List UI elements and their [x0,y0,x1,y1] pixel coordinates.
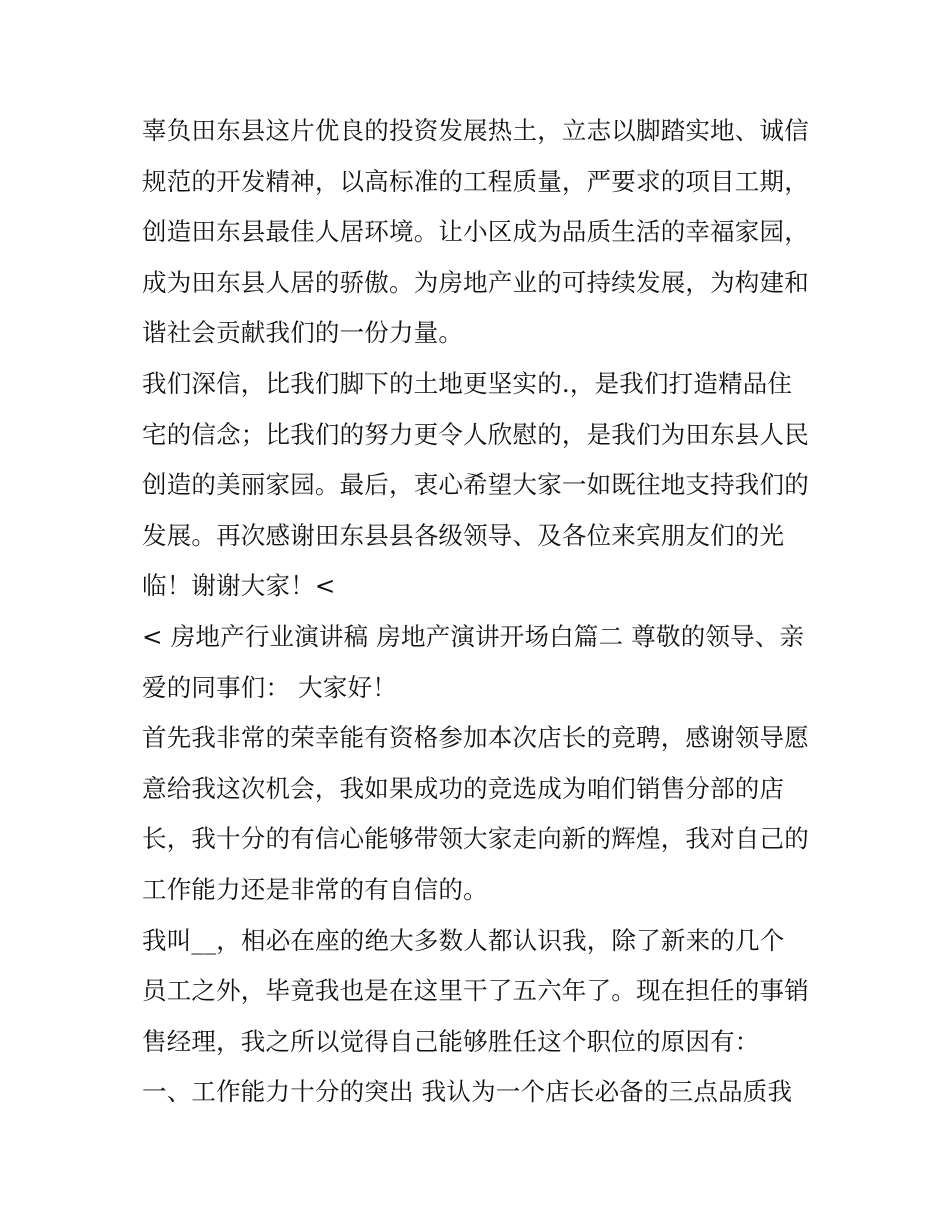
document-body [142,106,822,1118]
text-line: 临！谢谢大家！< [142,571,336,601]
text-line: < 房地产行业演讲稿 房地产演讲开场白篇二 尊敬的领导、亲 [142,621,805,651]
text-line: 创造的美丽家园。最后，衷心希望大家一如既往地支持我们的 [142,470,809,500]
text-line: 一、工作能力十分的突出 我认为一个店长必备的三点品质我 [142,1077,793,1107]
text-line: 售经理，我之所以觉得自己能够胜任这个职位的原因有： [142,1026,760,1056]
text-line: 工作能力还是非常的有自信的。 [142,874,488,904]
text-line: 创造田东县最佳人居环境。让小区成为品质生活的幸福家园， [142,217,809,247]
text-line: 辜负田东县这片优良的投资发展热土，立志以脚踏实地、诚信 [142,116,809,145]
text-line: 规范的开发精神，以高标准的工程质量，严要求的项目工期， [142,166,809,196]
text-line: 成为田东县人居的骄傲。为房地产业的可持续发展，为构建和 [142,267,809,297]
text-line: 员工之外，毕竟我也是在这里干了五六年了。现在担任的事销 [142,976,809,1006]
text-line: 我们深信，比我们脚下的土地更坚实的.，是我们打造精品住 [142,368,793,398]
text-line: 长，我十分的有信心能够带领大家走向新的辉煌，我对自己的 [142,824,809,854]
text-line: 意给我这次机会，我如果成功的竞选成为咱们销售分部的店 [142,773,785,803]
text-line: 谐社会贡献我们的一份力量。 [142,318,464,348]
text-line: 我叫__，相必在座的绝大多数人都认识我，除了新来的几个 [142,925,785,955]
text-line: 首先我非常的荣幸能有资格参加本次店长的竞聘，感谢领导愿 [142,723,809,753]
text-line: 爱的同事们： 大家好！ [142,672,397,702]
text-line: 发展。再次感谢田东县县各级领导、及各位来宾朋友们的光 [142,520,785,550]
text-line: 宅的信念；比我们的努力更令人欣慰的，是我们为田东县人民 [142,419,809,449]
